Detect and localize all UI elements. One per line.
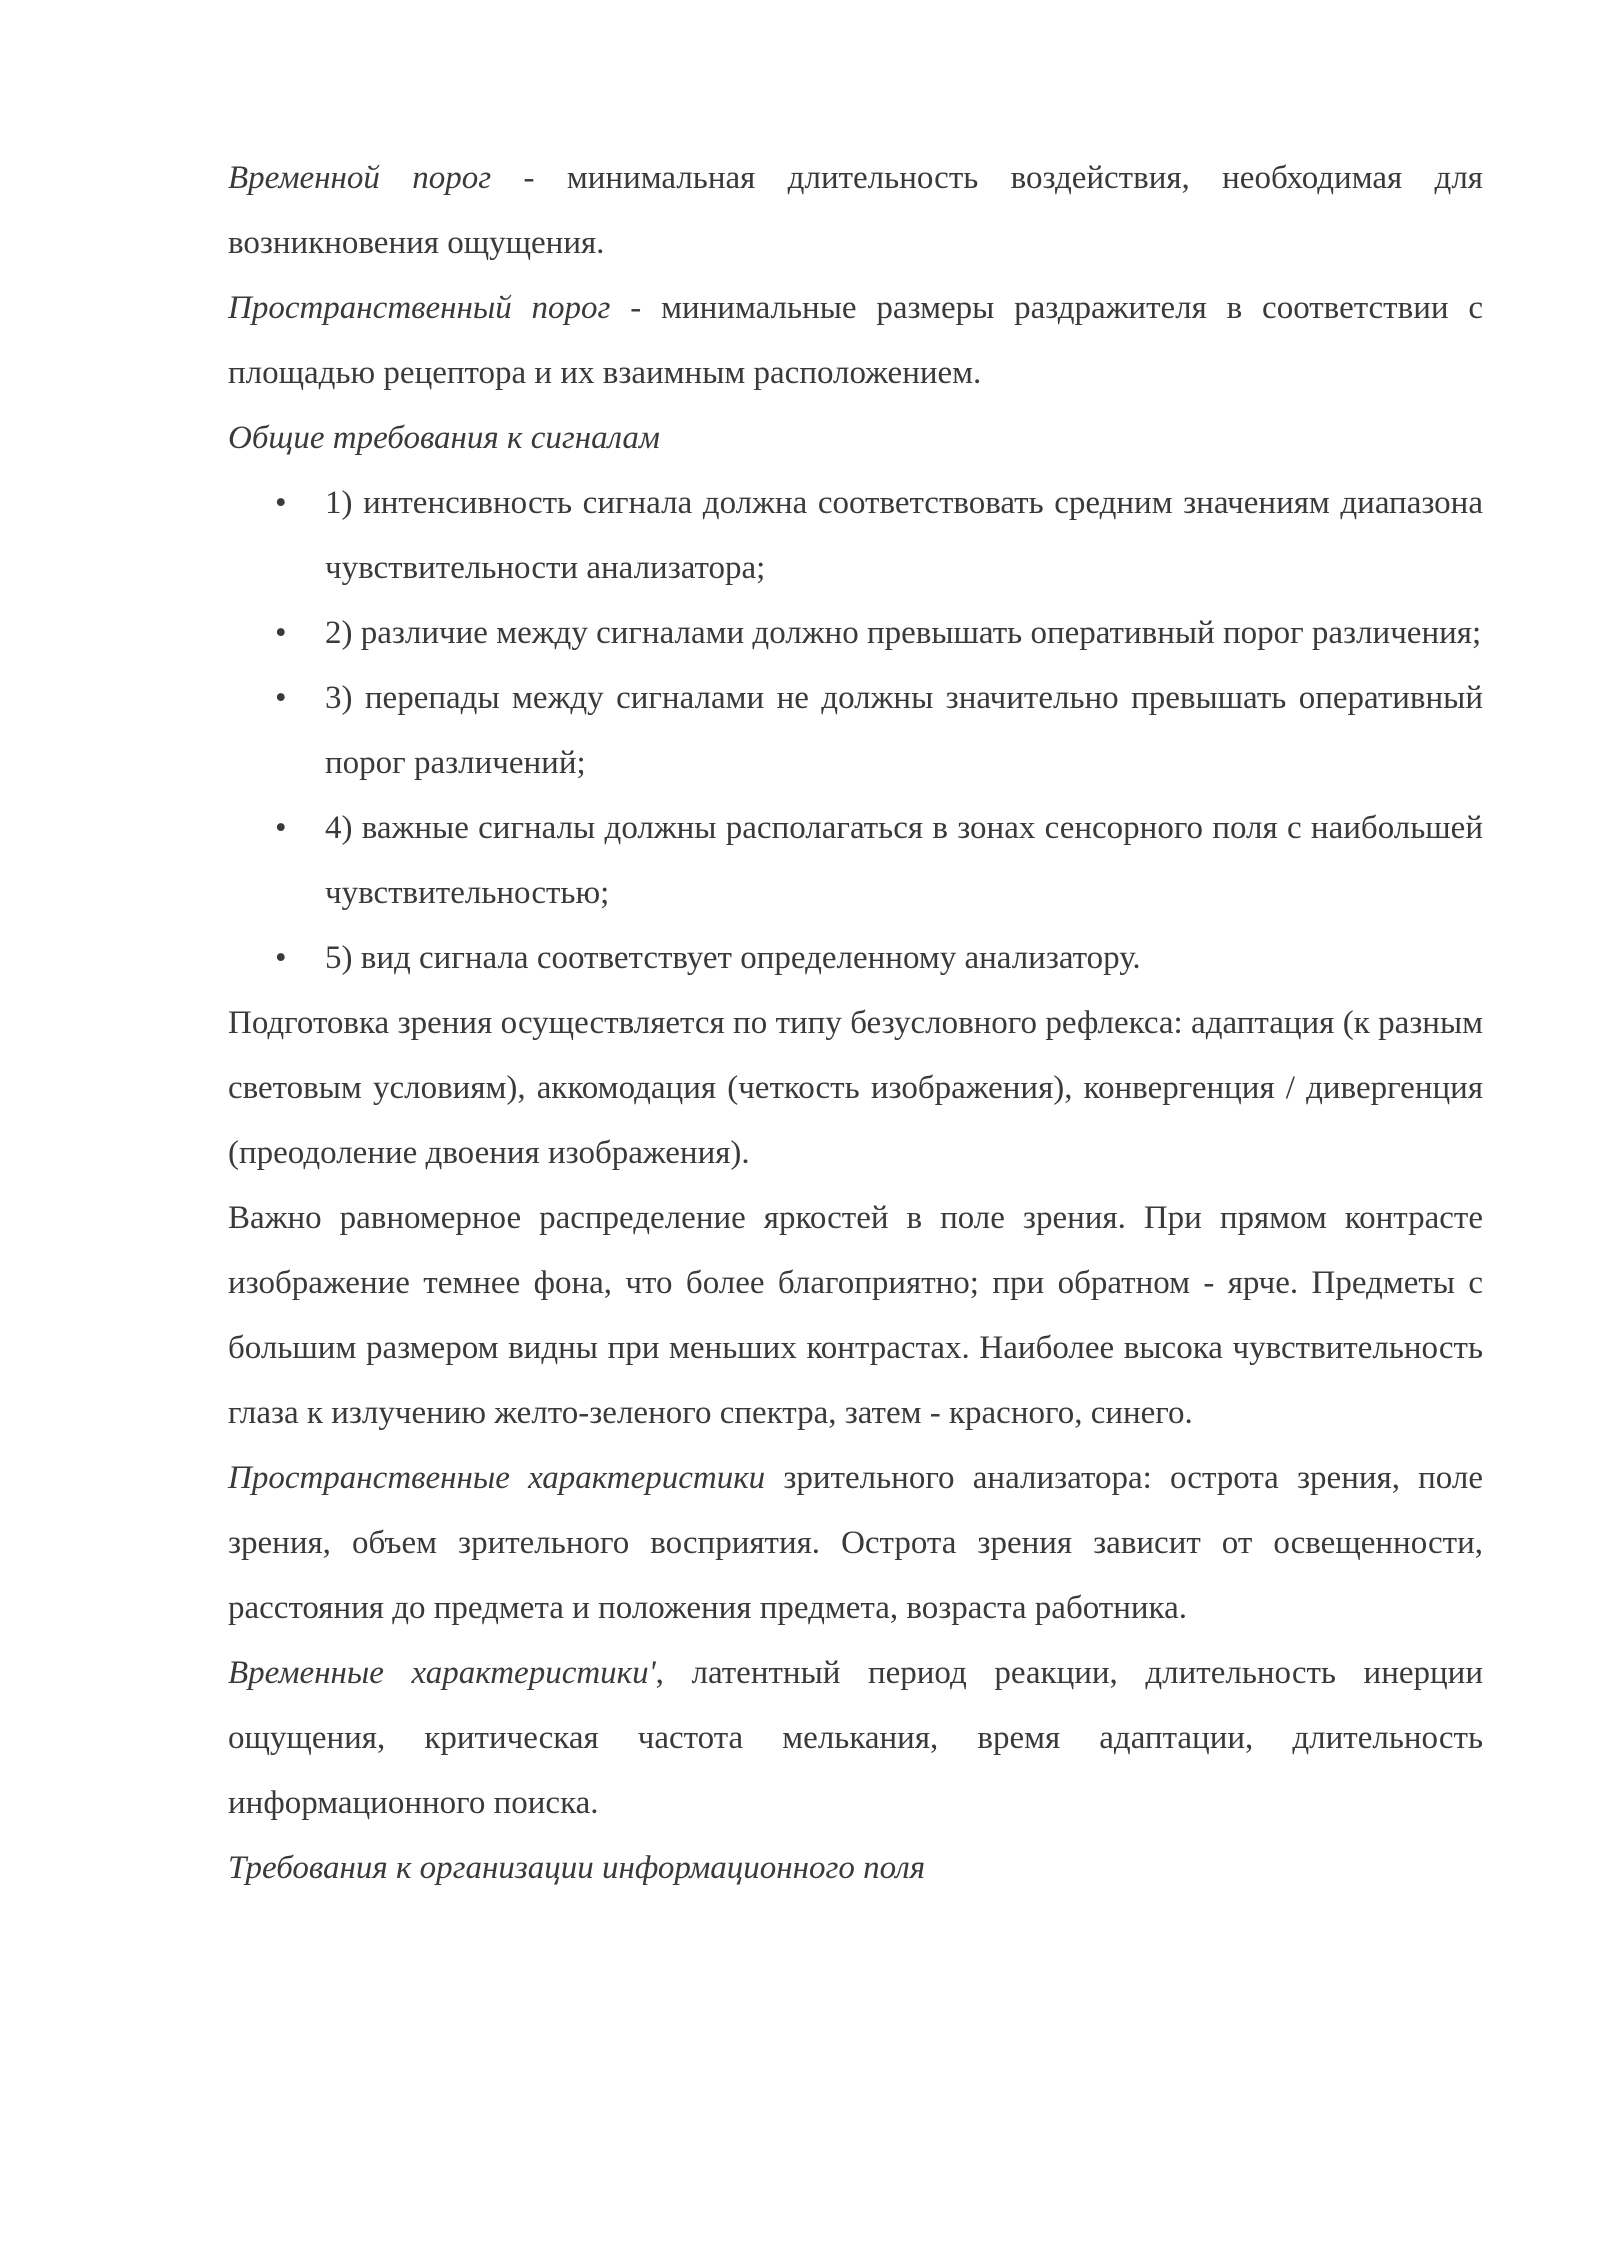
list-item-text: 3) перепады между сигналами не должны значительно превышать оперативный порог различений; (325, 680, 1483, 781)
heading-information-field (228, 1836, 1483, 1901)
list-item-text: 4) важные сигналы должны располагаться в зонах сенсорного поля с наибольшей чувствительностью; (325, 810, 1483, 911)
list-item (228, 796, 1483, 926)
list-item (228, 601, 1483, 666)
list-item-text: 5) вид сигнала соответствует определенному анализатору. (325, 940, 1141, 976)
list-item (228, 471, 1483, 601)
list-item-text: 1) интенсивность сигнала должна соответствовать средним значениям диапазона чувствительности анализатора; (325, 485, 1483, 586)
bullet-icon: • (275, 615, 287, 651)
heading-signal-requirements-text: Общие требования к сигналам (228, 420, 660, 456)
paragraph-vision-preparation: Подготовка зрения осуществляется по типу безусловного рефлекса: адаптация (к разным световым условиям), аккомодация (четкость изображения), конвергенция / дивергенция (преодоление двоения изображения). (228, 1005, 1483, 1171)
heading-signal-requirements (228, 406, 1483, 471)
requirements-list (228, 471, 1483, 991)
definition-spatial-threshold: - минимальные размеры раздражителя в соответствии с площадью рецептора и их взаимным расположением. (228, 290, 1483, 391)
definition-temporal-threshold: - минимальная длительность воздействия, необходимая для возникновения ощущения. (228, 160, 1483, 261)
paragraph-temporal-threshold (228, 146, 1483, 276)
paragraph-temporal-characteristics (228, 1641, 1483, 1836)
document-page (228, 146, 1483, 1901)
definition-temporal-characteristics: , латентный период реакции, длительность инерции ощущения, критическая частота мелькания, время адаптации, длительность информационного поиска. (228, 1655, 1483, 1821)
list-item (228, 666, 1483, 796)
bullet-icon: • (275, 810, 287, 846)
list-item-text: 2) различие между сигналами должно превышать оперативный порог различения; (325, 615, 1482, 651)
bullet-icon: • (275, 485, 287, 521)
bullet-icon: • (275, 940, 287, 976)
term-temporal-characteristics: Временные характеристики' (228, 1655, 656, 1691)
list-item (228, 926, 1483, 991)
heading-information-field-text: Требования к организации информационного поля (228, 1850, 926, 1886)
term-temporal-threshold: Временной порог (228, 160, 492, 196)
bullet-icon: • (275, 680, 287, 716)
definition-spatial-characteristics: зрительного анализатора: острота зрения, поле зрения, объем зрительного восприятия. Острота зрения зависит от освещенности, расстояния до предмета и положения предмета, возраста работника. (228, 1460, 1483, 1626)
term-spatial-characteristics: Пространственные характеристики (228, 1460, 766, 1496)
term-spatial-threshold: Пространственный порог (228, 290, 611, 326)
paragraph-spatial-threshold (228, 276, 1483, 406)
paragraph-brightness-distribution: Важно равномерное распределение яркостей в поле зрения. При прямом контрасте изображение темнее фона, что более благоприятно; при обратном - ярче. Предметы с большим размером видны при меньших контрастах. Наиболее высока чувствительность глаза к излучению желто-зеленого спектра, затем - красного, синего. (228, 1200, 1483, 1431)
paragraph-spatial-characteristics (228, 1446, 1483, 1641)
